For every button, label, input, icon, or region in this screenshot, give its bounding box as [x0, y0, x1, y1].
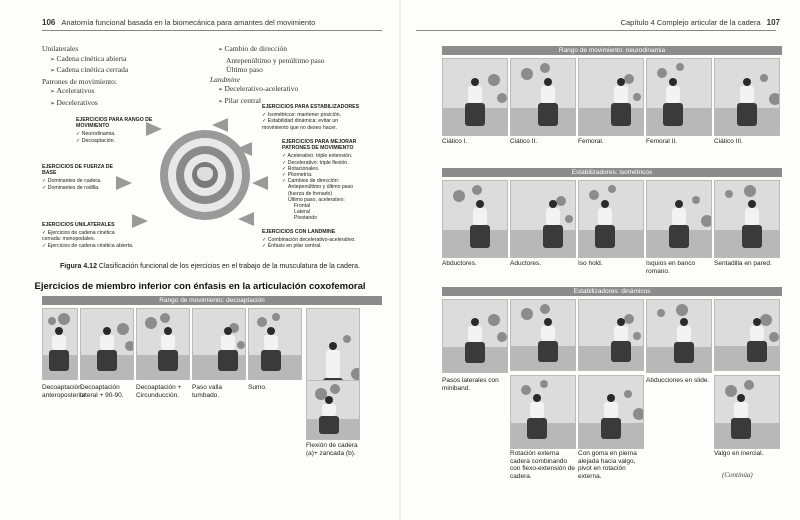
arrow-runner-icon — [252, 176, 268, 190]
list-line: Antepenúltimo y penúltimo paso — [226, 55, 325, 65]
exercise-photo — [646, 180, 712, 258]
right-page — [400, 0, 800, 520]
list-item: ➢ Decelerativos — [42, 98, 128, 110]
exercise-photo — [510, 299, 576, 371]
arrow-unilaterales — [132, 214, 148, 228]
exercise-photo — [510, 375, 576, 449]
photo-caption: Con goma en pierna alejada hacia valgo, pivot en rotación externa. — [578, 450, 637, 480]
list-column-2 — [210, 44, 325, 107]
exercise-photo — [80, 308, 134, 380]
exercise-photo — [714, 180, 780, 258]
list-item: ➢ Cadena cinética abierta — [42, 54, 128, 66]
list-line: Patrones de movimiento: — [42, 76, 117, 86]
photo-caption: Isquios en banco romano. — [646, 260, 696, 275]
band-neurodinamia: Rango de movimiento: neurodinamia — [442, 46, 782, 55]
diagram-landmine: EJERCICIOS CON LANDMINE ✓ Combinación decelerativo-acelerativo. ✓ Énfasis en pilar central. — [262, 229, 362, 250]
diagram-fuerza: EJERCICIOS DE FUERZA DE BASE ✓ Dominantes de cadera. ✓ Dominantes de rodilla. — [42, 164, 122, 191]
left-page-number: 106 — [42, 18, 56, 27]
list-line: Unilaterales — [42, 44, 79, 53]
exercise-photo — [42, 308, 78, 380]
photo-caption: Flexión de cadera (a)+ zancada (b). — [306, 442, 358, 457]
exercise-photo — [192, 308, 246, 380]
exercise-photo — [646, 58, 712, 136]
photo-caption: Valgo en inercial. — [714, 450, 764, 457]
photo-caption: Ciático III. — [714, 138, 743, 145]
arrow-estabilizadores — [212, 118, 228, 132]
list-item: ➢ Pilar central — [210, 96, 325, 108]
band-isometricos: Estabilizadores: isométricos — [442, 168, 782, 177]
exercise-photo — [714, 375, 780, 449]
section-title: Ejercicios de miembro inferior con énfasis en la articulación coxofemoral — [34, 281, 366, 292]
band-dinamicos: Estabilizadores: dinámicos — [442, 287, 782, 296]
arrow-patrones — [236, 142, 252, 156]
arrow-landmine — [238, 212, 254, 226]
photo-caption: Femoral II. — [646, 138, 678, 145]
photo-caption: Abducciones en slide. — [646, 377, 710, 384]
right-header-rule — [416, 30, 776, 31]
photo-caption: Ciático II. — [510, 138, 538, 145]
photo-caption: Rotación externa cadera combinando con flexo-extensión de cadera. — [510, 450, 576, 480]
exercise-photo — [510, 180, 576, 258]
photo-caption: Iso hold. — [578, 260, 603, 267]
left-header-rule — [42, 30, 382, 31]
exercise-photo — [510, 58, 576, 136]
photo-caption: Abductores. — [442, 260, 477, 267]
exercise-photo — [578, 58, 644, 136]
photo-caption: Pasos laterales con miniband. — [442, 377, 499, 392]
right-running-header — [621, 18, 780, 27]
exercise-photo — [714, 58, 780, 136]
exercise-photo — [578, 375, 644, 449]
photo-caption: Sentadilla en pared. — [714, 260, 772, 267]
photo-caption: Femoral. — [578, 138, 604, 145]
diagram-estabilizadores: EJERCICIOS PARA ESTABILIZADORES ✓ Isométricos: mantener posición. ✓ Estabilidad dinámica: evitar un movimiento que no deseo hacer. — [262, 104, 362, 131]
exercise-photo — [136, 308, 190, 380]
diagram-rango: EJERCICIOS PARA RANGO DE MOVIMIENTO ✓ Neurodinamia. ✓ Decoaptación. — [76, 117, 166, 144]
exercise-photo — [646, 299, 712, 373]
band-decoaptacion: Rango de movimiento: decoaptación — [42, 296, 382, 305]
photo-caption: Decoaptación anteroposterior. — [42, 384, 88, 399]
right-running-title: Capítulo 4 Complejo articular de la cadera — [620, 18, 761, 27]
list-item: ➢ Acelerativos — [42, 86, 128, 98]
exercise-photo — [442, 299, 508, 373]
exercise-photo — [306, 380, 360, 440]
pelvis-icon — [197, 167, 213, 181]
list-line: Último paso — [226, 65, 263, 74]
photo-caption: Aductores. — [510, 260, 542, 267]
exercise-photo — [578, 299, 644, 371]
list-line: Landmine — [210, 74, 240, 84]
diagram-unilaterales: EJERCICIOS UNILATERALES ✓ Ejercicios de cadena cinética cerrada: monopodales. ✓ Ejercicios de cadena cinética abierta. — [42, 222, 134, 249]
photo-caption: Paso valla tumbado. — [192, 384, 222, 399]
exercise-photo — [442, 180, 508, 258]
continued-note: (Continúa) — [722, 471, 753, 479]
photo-caption: Ciático I. — [442, 138, 468, 145]
exercise-photo — [578, 180, 644, 258]
figure-caption: Figura 4.12 Clasificación funcional de los ejercicios en el trabajo de la musculatura de la cadera. — [60, 263, 361, 270]
photo-caption: Sumo. — [248, 384, 267, 391]
list-column-1 — [42, 44, 128, 109]
photo-caption: Decoaptación + Circunducción. — [136, 384, 182, 399]
right-page-number: 107 — [766, 18, 780, 27]
left-running-title: Anatomía funcional basada en la biomecánica para amantes del movimiento — [61, 18, 316, 27]
exercise-photo — [442, 58, 508, 136]
list-item: ➢ Cadena cinética cerrada — [42, 65, 128, 77]
list-item: ➢ Cambio de dirección — [210, 44, 325, 56]
exercise-photo — [714, 299, 780, 371]
exercise-photo — [248, 308, 302, 380]
list-item: ➢ Decelerativo-acelerativo — [210, 84, 325, 96]
diagram-patrones: EJERCICIOS PARA MEJORAR PATRONES DE MOVIMIENTO ✓ Acelerativo: triple extensión. ✓ Decelerativo: triple flexión. ✓ Rotacionales. ✓ Pliometría. ✓ Cambios de dirección: Antepenúltimo y último paso (fuerza de frenado) Último paso, acelerativo: Frontal Lateral Pivotando — [282, 139, 370, 222]
photo-caption: Decoaptación lateral + 90-90. — [80, 384, 124, 399]
left-running-header — [42, 18, 315, 27]
